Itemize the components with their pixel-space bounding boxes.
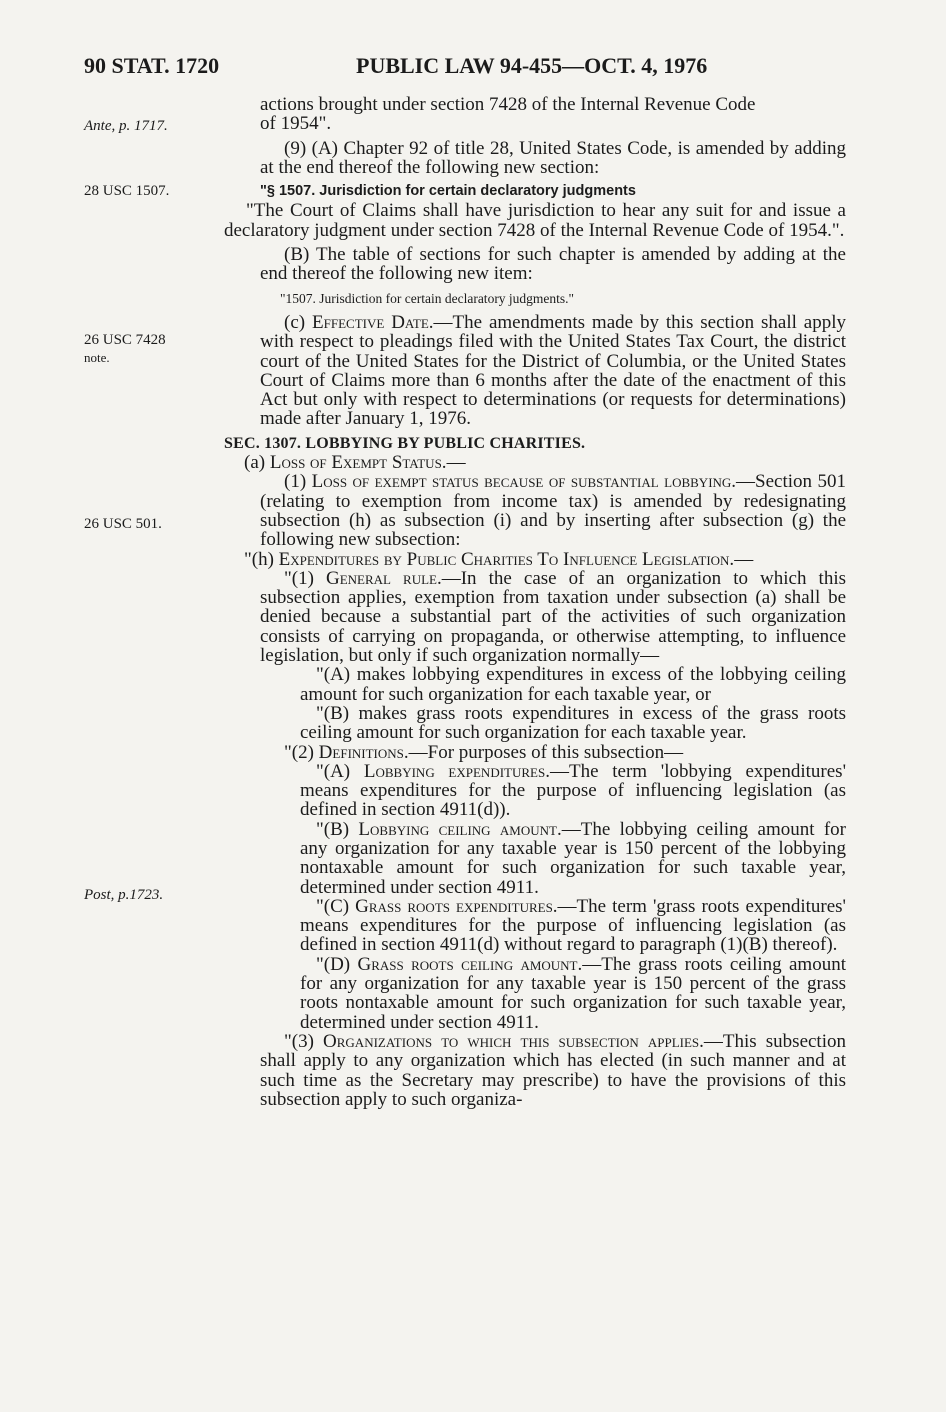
- margin-note-26usc501: 26 USC 501.: [84, 516, 162, 532]
- margin-note-ante: Ante, p. 1717.: [84, 118, 168, 134]
- paragraph: (9) (A) Chapter 92 of title 28, United States Code, is amended by adding at the end thereof the following new section:: [260, 137, 846, 178]
- margin-note-28usc1507: 28 USC 1507.: [84, 183, 170, 199]
- margin-note-post: Post, p.1723.: [84, 887, 164, 903]
- paragraph: "(B) makes grass roots expenditures in excess of the grass roots ceiling amount for such organization for each taxable year.: [300, 702, 846, 744]
- paragraph: (B) The table of sections for such chapter is amended by adding at the end thereof the following new item:: [260, 244, 846, 285]
- paragraph: "The Court of Claims shall have jurisdiction to hear any suit for and issue a declaratory judgment under section 7428 of the Internal Revenue Code of 1954.".: [224, 200, 846, 241]
- paragraph: actions brought under section 7428 of the Internal Revenue Code of 1954".: [260, 94, 756, 135]
- subsection-h: "(h) Expenditures by Public Charities To Influence Legislation.—: [244, 548, 754, 570]
- paragraph: (1) Loss of exempt status because of substantial lobbying.—Section 501 (relating to exemption from income tax) is amended by redesignating subsection (h) as subsection (i) and by inserting after subsection (g) the following new subsection:: [260, 471, 846, 551]
- paragraph: "(2) Definitions.—For purposes of this subsection—: [284, 741, 684, 763]
- table-item: "1507. Jurisdiction for certain declaratory judgments.": [280, 290, 575, 306]
- paragraph: "(A) Lobbying expenditures.—The term 'lobbying expenditures' means expenditures for the purpose of influencing legislation (as defined in section 4911(d)).: [300, 760, 847, 821]
- section-heading-1507: "§ 1507. Jurisdiction for certain declaratory judgments: [260, 183, 636, 200]
- paragraph: "(1) General rule.—In the case of an organization to which this subsection applies, exemption from taxation under subsection (a) shall be denied because a substantial part of the activities of such organization consists of carrying on propaganda, or otherwise attempting, to influence legislation, but only if such organization normally—: [260, 567, 846, 667]
- margin-note-note: note.: [84, 350, 110, 365]
- paragraph: "(A) makes lobbying expenditures in excess of the lobbying ceiling amount for such organization for each taxable year, or: [300, 664, 846, 705]
- paragraph: (c) Effective Date.—The amendments made by this section shall apply with respect to pleadings filed with the United States Tax Court, the district court of the United States for the District of Columbia, or the United States Court of Claims more than 6 months after the date of the enactment of this Act but only with respect to determinations (or requests for determinations) made after January 1, 1976.: [260, 311, 847, 430]
- subsection-a: (a) Loss of Exempt Status.—: [244, 452, 466, 474]
- margin-note-26usc7428: 26 USC 7428: [84, 332, 166, 348]
- paragraph: "(B) Lobbying ceiling amount.—The lobbying ceiling amount for any organization for any taxable year is 150 percent of the lobbying nontaxable amount for such organization for such taxable year, determined under section 4911.: [300, 818, 846, 898]
- page-stat-citation: 90 STAT. 1720: [84, 53, 220, 78]
- paragraph: "(D) Grass roots ceiling amount.—The grass roots ceiling amount for any organization for any taxable year is 150 percent of the grass roots nontaxable amount for such organization for such taxable year, determined under section 4911.: [300, 953, 846, 1033]
- section-heading-1307: SEC. 1307. LOBBYING BY PUBLIC CHARITIES.: [224, 434, 586, 452]
- paragraph: "(C) Grass roots expenditures.—The term 'grass roots expenditures' means expenditures for the purpose of influencing legislation (as defined in section 4911(d) without regard to paragraph (1)(B) thereof).: [300, 895, 846, 956]
- paragraph: "(3) Organizations to which this subsection applies.—This subsection shall apply to any organization which has elected (in such manner and at such time as the Secretary may prescribe) to have the provisions of this subsection apply to such organiza-: [260, 1030, 846, 1110]
- page-running-title: PUBLIC LAW 94-455—OCT. 4, 1976: [356, 53, 708, 78]
- statute-body: [224, 95, 846, 1109]
